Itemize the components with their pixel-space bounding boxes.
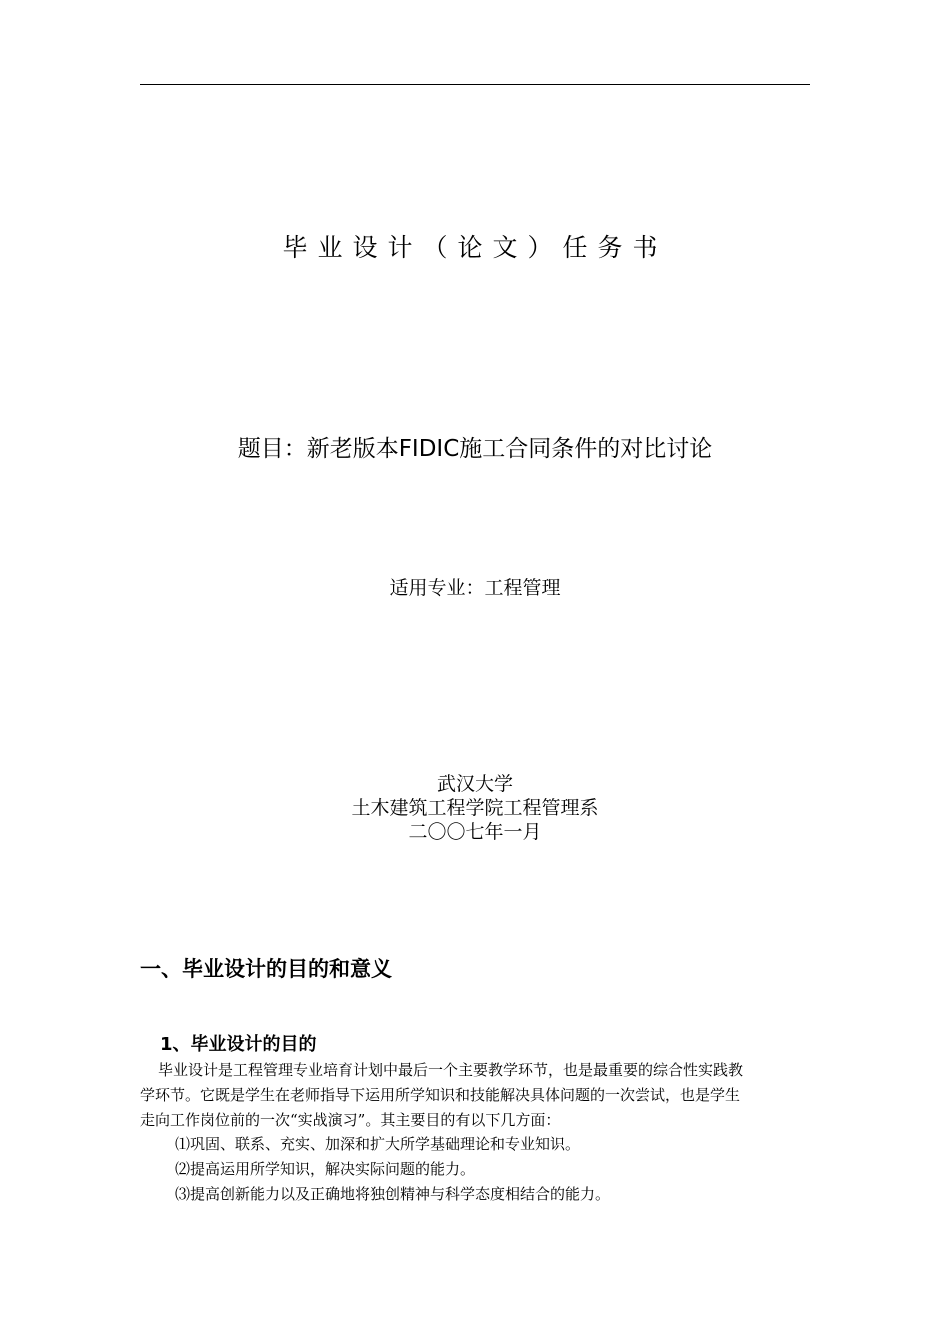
document-title: 毕业设计（论文）任务书 bbox=[282, 233, 668, 262]
paragraph-line: 学环节。它既是学生在老师指导下运用所学知识和技能解决具体问题的一次尝试，也是学生 bbox=[140, 1086, 741, 1104]
subsection-heading: 1、毕业设计的目的 bbox=[160, 1034, 317, 1055]
objectives-list bbox=[175, 1132, 610, 1207]
thesis-topic: 题目：新老版本FIDIC施工合同条件的对比讨论 bbox=[237, 436, 713, 462]
paragraph-line: 走向工作岗位前的一次“实战演习”。其主要目的有以下几方面： bbox=[140, 1111, 561, 1129]
institution-block bbox=[0, 772, 950, 844]
document-date: 二〇〇七年一月 bbox=[408, 821, 542, 843]
applicable-major: 适用专业：工程管理 bbox=[389, 577, 561, 599]
list-item: ⑵提高运用所学知识，解决实际问题的能力。 bbox=[175, 1160, 476, 1178]
body-paragraph bbox=[140, 1058, 810, 1133]
university-name: 武汉大学 bbox=[436, 773, 513, 795]
section-heading: 一、毕业设计的目的和意义 bbox=[140, 957, 392, 981]
header-rule bbox=[140, 84, 810, 85]
list-item: ⑴巩固、联系、充实、加深和扩大所学基础理论和专业知识。 bbox=[175, 1135, 581, 1153]
list-item: ⑶提高创新能力以及正确地将独创精神与科学态度相结合的能力。 bbox=[175, 1185, 611, 1203]
department-name: 土木建筑工程学院工程管理系 bbox=[351, 797, 599, 819]
paragraph-line: 毕业设计是工程管理专业培育计划中最后一个主要教学环节，也是最重要的综合性实践教 bbox=[158, 1061, 744, 1079]
